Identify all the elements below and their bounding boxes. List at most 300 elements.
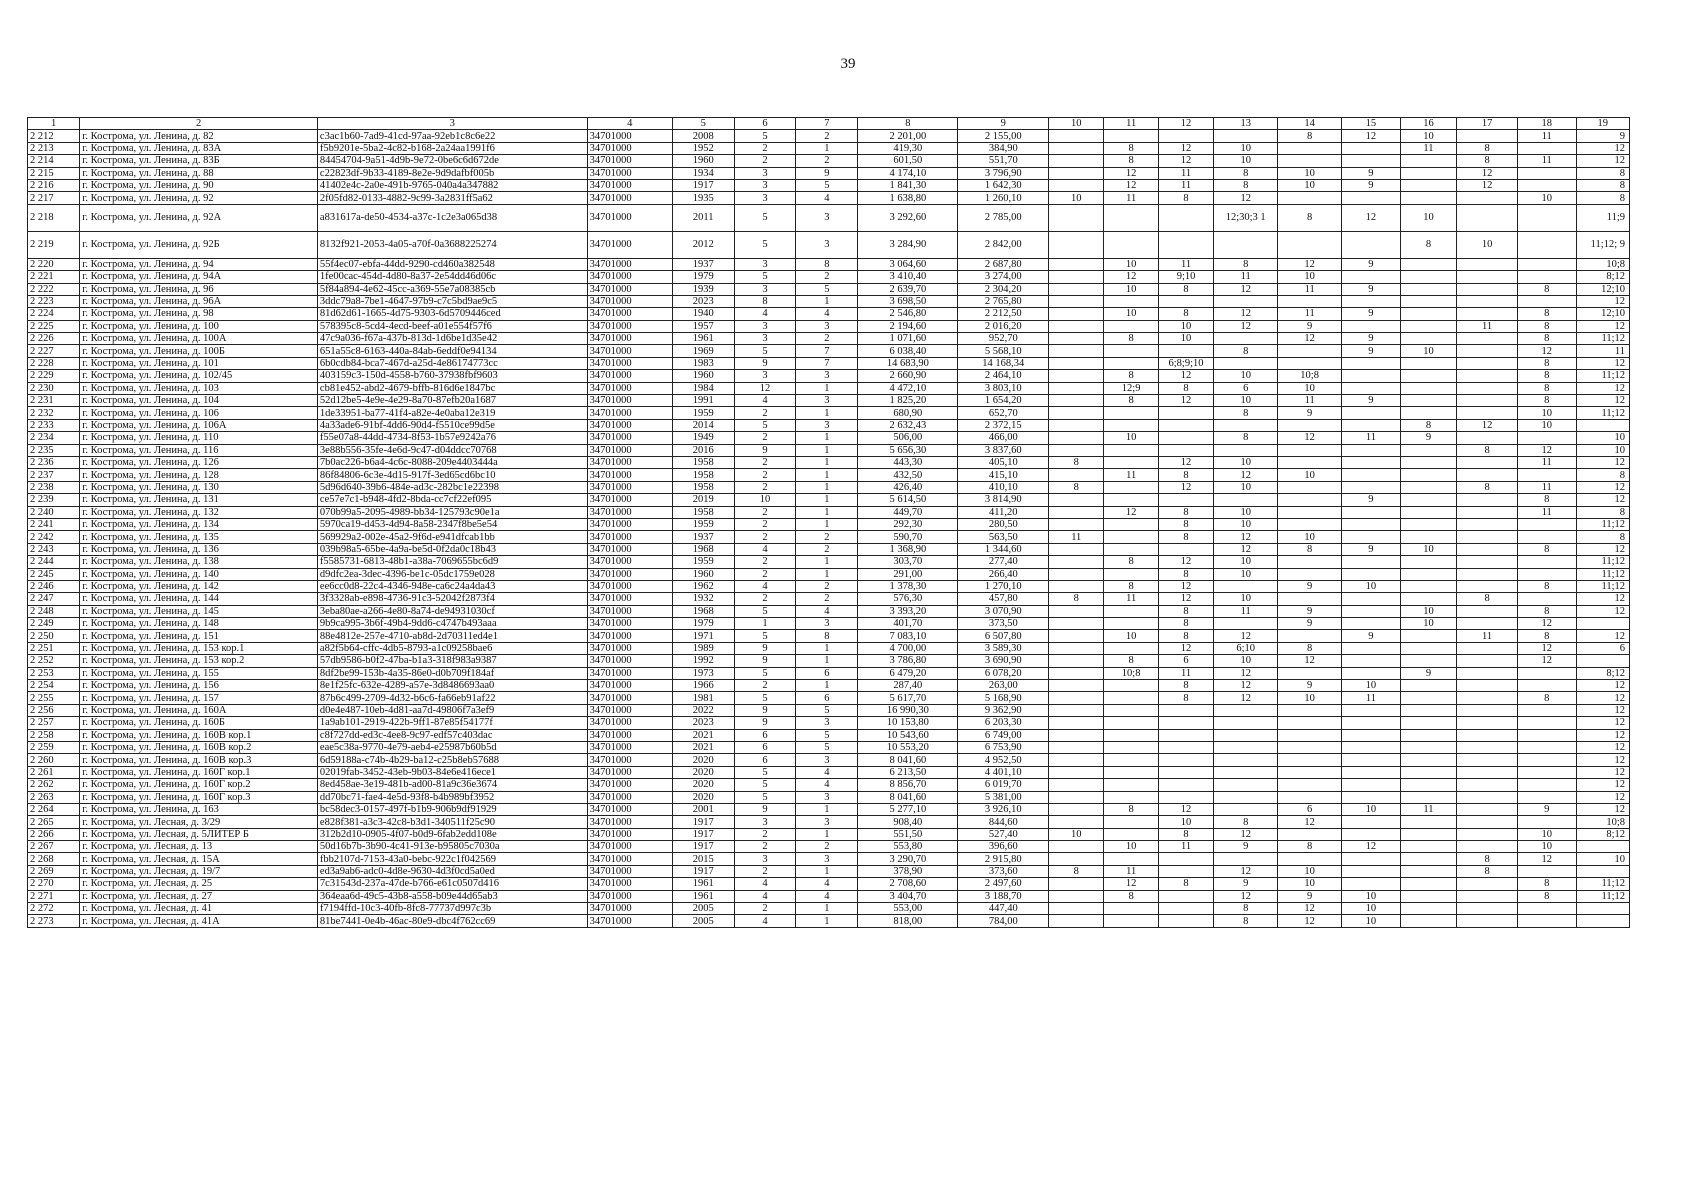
table-cell-col-3: 7b0ac226-b6a4-4c6c-8088-209e4403444a: [317, 456, 587, 468]
table-cell-col-3: 87b6c499-2709-4d32-b6c6-fa66eb91af22: [317, 692, 587, 704]
table-cell-col-2: г. Кострома, ул. Лесная, д. 15А: [80, 853, 318, 865]
table-cell-col-6: 3: [734, 258, 796, 270]
table-cell-col-4: 34701000: [587, 543, 672, 555]
table-cell-col-11: [1104, 419, 1158, 431]
table-row: [28, 692, 1630, 704]
table-cell-col-6: 3: [734, 283, 796, 295]
table-cell-col-18: 8: [1517, 494, 1576, 506]
table-cell-col-5: 1917: [672, 841, 734, 853]
table-cell-col-19: 12: [1576, 142, 1629, 154]
table-cell-col-7: 1: [796, 828, 858, 840]
table-cell-col-6: 3: [734, 192, 796, 204]
table-cell-col-13: 12: [1214, 667, 1278, 679]
table-cell-col-10: [1049, 903, 1104, 915]
table-cell-col-14: [1278, 704, 1342, 716]
table-cell-col-14: [1278, 231, 1342, 258]
table-cell-col-2: г. Кострома, ул. Ленина, д. 100А: [80, 333, 318, 345]
table-cell-col-16: [1400, 741, 1456, 753]
table-cell-col-1: 2 272: [28, 903, 80, 915]
table-cell-col-7: 3: [796, 717, 858, 729]
column-number-2: 2: [80, 118, 318, 130]
table-cell-col-11: 12: [1104, 179, 1158, 191]
table-cell-col-15: [1342, 192, 1401, 204]
table-cell-col-6: 12: [734, 382, 796, 394]
table-cell-col-1: 2 249: [28, 618, 80, 630]
table-cell-col-18: 10: [1517, 419, 1576, 431]
table-cell-col-18: [1517, 816, 1576, 828]
table-row: [28, 828, 1630, 840]
page-number: 39: [840, 56, 856, 72]
table-cell-col-4: 34701000: [587, 432, 672, 444]
table-cell-col-4: 34701000: [587, 630, 672, 642]
table-cell-col-3: 312b2d10-0905-4f07-b0d9-6fab2edd108e: [317, 828, 587, 840]
table-cell-col-17: [1457, 754, 1518, 766]
table-cell-col-18: [1517, 167, 1576, 179]
table-cell-col-12: 8: [1158, 692, 1213, 704]
table-cell-col-11: 10: [1104, 258, 1158, 270]
table-cell-col-14: 10: [1278, 878, 1342, 890]
table-cell-col-17: [1457, 841, 1518, 853]
table-cell-col-14: 8: [1278, 204, 1342, 231]
table-cell-col-3: 41402e4c-2a0e-491b-9765-040a4a347882: [317, 179, 587, 191]
table-cell-col-17: [1457, 680, 1518, 692]
table-cell-col-11: [1104, 320, 1158, 332]
table-cell-col-1: 2 247: [28, 593, 80, 605]
table-cell-col-18: 11: [1517, 456, 1576, 468]
table-cell-col-14: 10: [1278, 531, 1342, 543]
table-cell-col-3: c3ac1b60-7ad9-41cd-97aa-92eb1c8c6e22: [317, 130, 587, 142]
table-cell-col-12: 11: [1158, 167, 1213, 179]
table-cell-col-8: 432,50: [858, 469, 958, 481]
table-cell-col-19: 12: [1576, 704, 1629, 716]
table-cell-col-9: 9 362,90: [958, 704, 1049, 716]
table-cell-col-7: 8: [796, 630, 858, 642]
table-cell-col-6: 2: [734, 506, 796, 518]
table-cell-col-2: г. Кострома, ул. Ленина, д. 83Б: [80, 155, 318, 167]
table-cell-col-3: 9b9ca995-3b6f-49b4-9dd6-c4747b493aaa: [317, 618, 587, 630]
table-cell-col-10: [1049, 142, 1104, 154]
table-cell-col-9: 844,60: [958, 816, 1049, 828]
table-cell-col-2: г. Кострома, ул. Ленина, д. 138: [80, 556, 318, 568]
table-cell-col-2: г. Кострома, ул. Ленина, д. 160Б: [80, 717, 318, 729]
table-cell-col-9: 6 203,30: [958, 717, 1049, 729]
table-cell-col-18: 12: [1517, 444, 1576, 456]
table-cell-col-4: 34701000: [587, 179, 672, 191]
table-cell-col-1: 2 233: [28, 419, 80, 431]
table-cell-col-14: [1278, 142, 1342, 154]
table-cell-col-2: г. Кострома, ул. Лесная, д. 13: [80, 841, 318, 853]
table-cell-col-15: 9: [1342, 258, 1401, 270]
table-cell-col-19: 6: [1576, 642, 1629, 654]
table-cell-col-17: [1457, 192, 1518, 204]
table-cell-col-1: 2 234: [28, 432, 80, 444]
table-cell-col-2: г. Кострома, ул. Ленина, д. 132: [80, 506, 318, 518]
table-cell-col-15: [1342, 667, 1401, 679]
table-cell-col-16: 10: [1400, 605, 1456, 617]
table-cell-col-19: 11;12: [1576, 518, 1629, 530]
table-cell-col-11: [1104, 853, 1158, 865]
table-cell-col-15: [1342, 469, 1401, 481]
table-cell-col-10: [1049, 729, 1104, 741]
table-cell-col-1: 2 224: [28, 308, 80, 320]
table-cell-col-10: [1049, 853, 1104, 865]
table-cell-col-2: г. Кострома, ул. Ленина, д. 98: [80, 308, 318, 320]
table-row: [28, 155, 1630, 167]
table-cell-col-19: 8: [1576, 167, 1629, 179]
table-cell-col-16: [1400, 333, 1456, 345]
table-cell-col-18: [1517, 865, 1576, 877]
table-cell-col-8: 3 290,70: [858, 853, 958, 865]
table-cell-col-9: 2 212,50: [958, 308, 1049, 320]
table-cell-col-2: г. Кострома, ул. Ленина, д. 160А: [80, 704, 318, 716]
table-cell-col-19: 12: [1576, 295, 1629, 307]
table-cell-col-2: г. Кострома, ул. Ленина, д. 160В кор.3: [80, 754, 318, 766]
table-cell-col-7: 1: [796, 432, 858, 444]
table-cell-col-10: [1049, 605, 1104, 617]
table-cell-col-18: 10: [1517, 407, 1576, 419]
table-cell-col-12: [1158, 407, 1213, 419]
table-cell-col-13: 12: [1214, 890, 1278, 902]
table-cell-col-12: [1158, 204, 1213, 231]
column-number-3: 3: [317, 118, 587, 130]
table-cell-col-2: г. Кострома, ул. Ленина, д. 155: [80, 667, 318, 679]
table-cell-col-4: 34701000: [587, 481, 672, 493]
table-cell-col-8: 1 378,30: [858, 580, 958, 592]
buildings-table: [27, 117, 1630, 928]
table-cell-col-11: [1104, 518, 1158, 530]
table-cell-col-8: 576,30: [858, 593, 958, 605]
table-cell-col-7: 3: [796, 370, 858, 382]
table-cell-col-16: [1400, 568, 1456, 580]
table-cell-col-1: 2 256: [28, 704, 80, 716]
table-cell-col-8: 590,70: [858, 531, 958, 543]
table-cell-col-11: 10;8: [1104, 667, 1158, 679]
table-cell-col-19: [1576, 841, 1629, 853]
table-cell-col-10: 11: [1049, 531, 1104, 543]
table-cell-col-15: 9: [1342, 630, 1401, 642]
table-cell-col-16: [1400, 506, 1456, 518]
table-row: [28, 791, 1630, 803]
table-cell-col-7: 3: [796, 320, 858, 332]
table-cell-col-7: 1: [796, 142, 858, 154]
table-cell-col-5: 1979: [672, 271, 734, 283]
table-row: [28, 345, 1630, 357]
table-cell-col-12: 8: [1158, 531, 1213, 543]
table-cell-col-3: ee6cc0d8-22c4-4346-948e-ca6c24a4da43: [317, 580, 587, 592]
table-cell-col-19: 12: [1576, 717, 1629, 729]
table-row: [28, 605, 1630, 617]
table-cell-col-13: 8: [1214, 903, 1278, 915]
table-cell-col-17: [1457, 717, 1518, 729]
table-cell-col-7: 3: [796, 395, 858, 407]
column-number-1: 1: [28, 118, 80, 130]
table-cell-col-16: [1400, 816, 1456, 828]
table-cell-col-3: d0e4e487-10eb-4d81-aa7d-49806f7a3ef9: [317, 704, 587, 716]
table-cell-col-11: [1104, 444, 1158, 456]
table-cell-col-17: 8: [1457, 593, 1518, 605]
table-cell-col-3: 2f05fd82-0133-4882-9c99-3a2831ff5a62: [317, 192, 587, 204]
table-cell-col-17: [1457, 692, 1518, 704]
table-cell-col-7: 6: [796, 692, 858, 704]
table-cell-col-5: 1957: [672, 320, 734, 332]
table-cell-col-15: [1342, 766, 1401, 778]
table-cell-col-6: 3: [734, 370, 796, 382]
table-row: [28, 543, 1630, 555]
table-cell-col-4: 34701000: [587, 729, 672, 741]
table-cell-col-6: 5: [734, 766, 796, 778]
table-row: [28, 271, 1630, 283]
table-cell-col-17: [1457, 543, 1518, 555]
table-cell-col-10: [1049, 345, 1104, 357]
table-cell-col-11: [1104, 605, 1158, 617]
table-cell-col-6: 5: [734, 419, 796, 431]
table-row: [28, 204, 1630, 231]
table-cell-col-17: 8: [1457, 155, 1518, 167]
table-cell-col-16: [1400, 320, 1456, 332]
table-cell-col-5: 2005: [672, 903, 734, 915]
table-cell-col-16: [1400, 531, 1456, 543]
table-cell-col-16: [1400, 865, 1456, 877]
table-cell-col-15: [1342, 556, 1401, 568]
table-cell-col-15: [1342, 593, 1401, 605]
table-cell-col-12: 12: [1158, 803, 1213, 815]
table-row: [28, 469, 1630, 481]
table-cell-col-1: 2 250: [28, 630, 80, 642]
table-cell-col-18: 8: [1517, 395, 1576, 407]
table-cell-col-15: [1342, 231, 1401, 258]
table-cell-col-8: 2 201,00: [858, 130, 958, 142]
table-cell-col-2: г. Кострома, ул. Ленина, д. 96А: [80, 295, 318, 307]
table-cell-col-10: [1049, 204, 1104, 231]
table-cell-col-8: 6 038,40: [858, 345, 958, 357]
table-cell-col-9: 415,10: [958, 469, 1049, 481]
table-cell-col-6: 5: [734, 204, 796, 231]
table-cell-col-14: 10: [1278, 382, 1342, 394]
table-cell-col-3: 1de33951-ba77-41f4-a82e-4e0aba12e319: [317, 407, 587, 419]
table-cell-col-15: 10: [1342, 580, 1401, 592]
table-cell-col-6: 5: [734, 231, 796, 258]
table-cell-col-3: 02019fab-3452-43eb-9b03-84e6e416ece1: [317, 766, 587, 778]
table-cell-col-7: 1: [796, 642, 858, 654]
table-cell-col-6: 2: [734, 531, 796, 543]
table-cell-col-14: 10: [1278, 692, 1342, 704]
table-cell-col-11: 8: [1104, 155, 1158, 167]
table-cell-col-14: [1278, 456, 1342, 468]
table-cell-col-2: г. Кострома, ул. Ленина, д. 106: [80, 407, 318, 419]
table-cell-col-12: 8: [1158, 308, 1213, 320]
table-cell-col-14: [1278, 444, 1342, 456]
table-cell-col-18: 12: [1517, 853, 1576, 865]
table-cell-col-17: 12: [1457, 419, 1518, 431]
table-cell-col-14: 8: [1278, 841, 1342, 853]
table-cell-col-5: 1969: [672, 345, 734, 357]
table-cell-col-16: [1400, 192, 1456, 204]
table-cell-col-10: [1049, 308, 1104, 320]
table-cell-col-1: 2 248: [28, 605, 80, 617]
table-cell-col-8: 908,40: [858, 816, 958, 828]
table-cell-col-4: 34701000: [587, 865, 672, 877]
table-cell-col-12: [1158, 130, 1213, 142]
table-cell-col-12: 12: [1158, 370, 1213, 382]
table-cell-col-6: 2: [734, 568, 796, 580]
table-cell-col-18: 11: [1517, 506, 1576, 518]
table-cell-col-14: [1278, 741, 1342, 753]
table-cell-col-18: [1517, 179, 1576, 191]
table-cell-col-11: 8: [1104, 395, 1158, 407]
table-cell-col-14: 9: [1278, 407, 1342, 419]
table-cell-col-12: 11: [1158, 179, 1213, 191]
table-cell-col-17: [1457, 345, 1518, 357]
table-cell-col-19: 8;12: [1576, 828, 1629, 840]
table-cell-col-3: f5585731-6813-48b1-a38a-7069655bc6d9: [317, 556, 587, 568]
table-cell-col-3: 1fe00cac-454d-4d80-8a37-2e54dd46d06c: [317, 271, 587, 283]
table-row: [28, 853, 1630, 865]
table-cell-col-18: [1517, 518, 1576, 530]
table-cell-col-11: 11: [1104, 469, 1158, 481]
table-row: [28, 803, 1630, 815]
table-cell-col-17: [1457, 828, 1518, 840]
table-cell-col-15: [1342, 531, 1401, 543]
table-cell-col-8: 2 632,43: [858, 419, 958, 431]
table-cell-col-19: 11;12: [1576, 568, 1629, 580]
column-number-14: 14: [1278, 118, 1342, 130]
table-row: [28, 717, 1630, 729]
table-cell-col-13: 10: [1214, 556, 1278, 568]
table-cell-col-1: 2 237: [28, 469, 80, 481]
table-cell-col-9: 6 749,00: [958, 729, 1049, 741]
table-cell-col-3: 55f4ec07-ebfa-44dd-9290-cd460a382548: [317, 258, 587, 270]
table-cell-col-10: [1049, 878, 1104, 890]
table-cell-col-12: 10: [1158, 816, 1213, 828]
table-cell-col-10: 8: [1049, 593, 1104, 605]
table-cell-col-18: 8: [1517, 333, 1576, 345]
table-cell-col-17: [1457, 618, 1518, 630]
table-cell-col-5: 1952: [672, 142, 734, 154]
table-cell-col-7: 6: [796, 667, 858, 679]
table-cell-col-15: 11: [1342, 692, 1401, 704]
table-cell-col-12: 9;10: [1158, 271, 1213, 283]
table-cell-col-16: [1400, 878, 1456, 890]
table-cell-col-13: 10: [1214, 155, 1278, 167]
table-cell-col-10: [1049, 444, 1104, 456]
table-cell-col-17: [1457, 779, 1518, 791]
table-cell-col-9: 6 019,70: [958, 779, 1049, 791]
table-cell-col-12: [1158, 766, 1213, 778]
table-cell-col-6: 3: [734, 167, 796, 179]
table-cell-col-5: 1991: [672, 395, 734, 407]
table-cell-col-9: 2 016,20: [958, 320, 1049, 332]
table-cell-col-19: 11;12: [1576, 878, 1629, 890]
table-cell-col-9: 411,20: [958, 506, 1049, 518]
table-cell-col-15: 9: [1342, 543, 1401, 555]
table-cell-col-15: [1342, 618, 1401, 630]
table-cell-col-10: 10: [1049, 828, 1104, 840]
table-cell-col-11: [1104, 407, 1158, 419]
table-cell-col-13: [1214, 754, 1278, 766]
table-cell-col-10: [1049, 333, 1104, 345]
table-cell-col-8: 3 404,70: [858, 890, 958, 902]
table-cell-col-15: [1342, 320, 1401, 332]
table-cell-col-19: 12: [1576, 680, 1629, 692]
table-cell-col-17: [1457, 469, 1518, 481]
table-cell-col-2: г. Кострома, ул. Ленина, д. 92Б: [80, 231, 318, 258]
table-cell-col-9: 652,70: [958, 407, 1049, 419]
table-cell-col-19: 12: [1576, 481, 1629, 493]
table-cell-col-7: 1: [796, 494, 858, 506]
table-cell-col-7: 1: [796, 506, 858, 518]
table-cell-col-8: 8 041,60: [858, 791, 958, 803]
table-cell-col-13: 12: [1214, 192, 1278, 204]
table-cell-col-2: г. Кострома, ул. Ленина, д. 144: [80, 593, 318, 605]
table-cell-col-7: 1: [796, 481, 858, 493]
table-cell-col-9: 2 915,80: [958, 853, 1049, 865]
table-cell-col-5: 1960: [672, 568, 734, 580]
table-cell-col-4: 34701000: [587, 142, 672, 154]
table-row: [28, 865, 1630, 877]
table-cell-col-11: [1104, 717, 1158, 729]
table-cell-col-17: 11: [1457, 630, 1518, 642]
table-cell-col-2: г. Кострома, ул. Ленина, д. 136: [80, 543, 318, 555]
table-cell-col-11: 8: [1104, 890, 1158, 902]
table-cell-col-12: [1158, 432, 1213, 444]
table-cell-col-19: 11;12: [1576, 580, 1629, 592]
table-cell-col-10: [1049, 271, 1104, 283]
table-cell-col-19: 12: [1576, 754, 1629, 766]
table-cell-col-3: 3e88b556-35fe-4e6d-9c47-d04ddcc70768: [317, 444, 587, 456]
table-cell-col-7: 1: [796, 568, 858, 580]
table-cell-col-4: 34701000: [587, 803, 672, 815]
table-cell-col-14: 9: [1278, 580, 1342, 592]
table-cell-col-9: 527,40: [958, 828, 1049, 840]
table-cell-col-2: г. Кострома, ул. Ленина, д. 100Б: [80, 345, 318, 357]
table-cell-col-9: 3 690,90: [958, 655, 1049, 667]
table-cell-col-14: [1278, 853, 1342, 865]
table-cell-col-12: 8: [1158, 283, 1213, 295]
table-cell-col-4: 34701000: [587, 155, 672, 167]
table-cell-col-11: [1104, 642, 1158, 654]
table-cell-col-5: 1958: [672, 481, 734, 493]
table-cell-col-19: 11;12; 9: [1576, 231, 1629, 258]
table-cell-col-18: 8: [1517, 878, 1576, 890]
table-cell-col-3: 50d16b7b-3b90-4c41-913e-b95805c7030a: [317, 841, 587, 853]
table-cell-col-8: 3 064,60: [858, 258, 958, 270]
table-cell-col-1: 2 265: [28, 816, 80, 828]
table-cell-col-1: 2 217: [28, 192, 80, 204]
table-cell-col-8: 553,00: [858, 903, 958, 915]
table-cell-col-14: 10: [1278, 865, 1342, 877]
table-cell-col-7: 5: [796, 729, 858, 741]
table-cell-col-13: 8: [1214, 258, 1278, 270]
table-cell-col-5: 2016: [672, 444, 734, 456]
table-cell-col-4: 34701000: [587, 717, 672, 729]
table-cell-col-11: [1104, 204, 1158, 231]
table-cell-col-13: 12;30;3 1: [1214, 204, 1278, 231]
table-cell-col-13: 12: [1214, 680, 1278, 692]
table-cell-col-14: [1278, 754, 1342, 766]
table-cell-col-11: 8: [1104, 370, 1158, 382]
table-row: [28, 518, 1630, 530]
table-row: [28, 283, 1630, 295]
table-row: [28, 506, 1630, 518]
table-cell-col-16: [1400, 456, 1456, 468]
table-cell-col-17: [1457, 890, 1518, 902]
table-cell-col-6: 2: [734, 841, 796, 853]
table-cell-col-6: 5: [734, 345, 796, 357]
table-cell-col-13: 10: [1214, 456, 1278, 468]
table-cell-col-16: [1400, 841, 1456, 853]
table-cell-col-8: 5 277,10: [858, 803, 958, 815]
table-cell-col-16: 8: [1400, 419, 1456, 431]
